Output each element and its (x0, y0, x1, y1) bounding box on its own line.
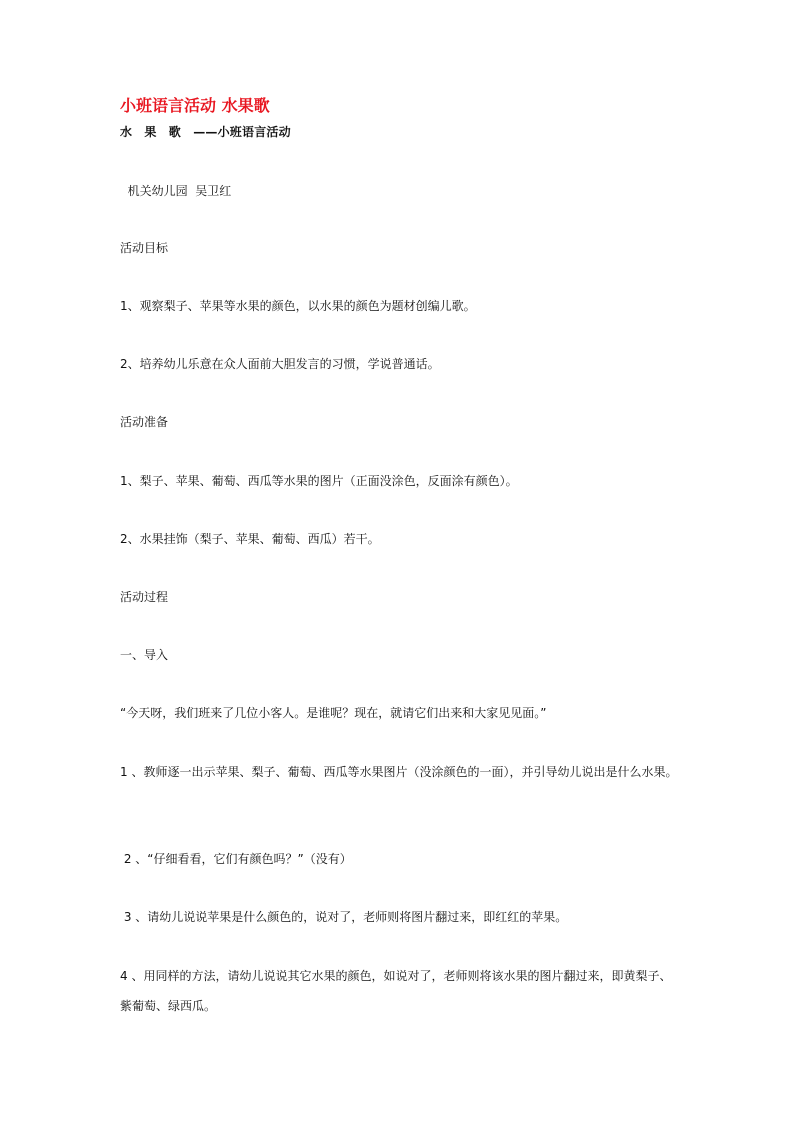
process-step-3: 3 、请幼儿说说苹果是什么颜色的，说对了，老师则将图片翻过来，即红红的苹果。 (120, 910, 568, 924)
intro-quote: “今天呀，我们班来了几位小客人。是谁呢？现在，就请它们出来和大家见见面。” (120, 706, 547, 720)
author-line: 机关幼儿园 吴卫红 (120, 184, 232, 198)
goals-heading: 活动目标 (120, 241, 169, 255)
process-step-1: 1 、教师逐一出示苹果、梨子、葡萄、西瓜等水果图片（没涂颜色的一面），并引导幼儿说出是什么水果。 (120, 765, 678, 779)
section-heading-intro: 一、导入 (120, 648, 169, 662)
goal-item-2: 2、培养幼儿乐意在众人面前大胆发言的习惯，学说普通话。 (120, 357, 440, 371)
goal-item-1: 1、观察梨子、苹果等水果的颜色，以水果的颜色为题材创编儿歌。 (120, 299, 476, 313)
prep-item-2: 2、水果挂饰（梨子、苹果、葡萄、西瓜）若干。 (120, 532, 380, 546)
process-step-4: 4 、用同样的方法，请幼儿说说其它水果的颜色，如说对了，老师则将该水果的图片翻过来，即黄梨子、紫葡萄、绿西瓜。 (120, 969, 672, 1013)
prep-heading: 活动准备 (120, 415, 169, 429)
doc-subtitle: 水 果 歌 ——小班语言活动 (120, 125, 291, 139)
doc-title: 小班语言活动 水果歌 (120, 96, 270, 115)
process-step-2: 2 、“仔细看看，它们有颜色吗？”（没有） (120, 852, 352, 866)
process-heading: 活动过程 (120, 590, 169, 604)
prep-item-1: 1、梨子、苹果、葡萄、西瓜等水果的图片（正面没涂色，反面涂有颜色）。 (120, 474, 518, 488)
